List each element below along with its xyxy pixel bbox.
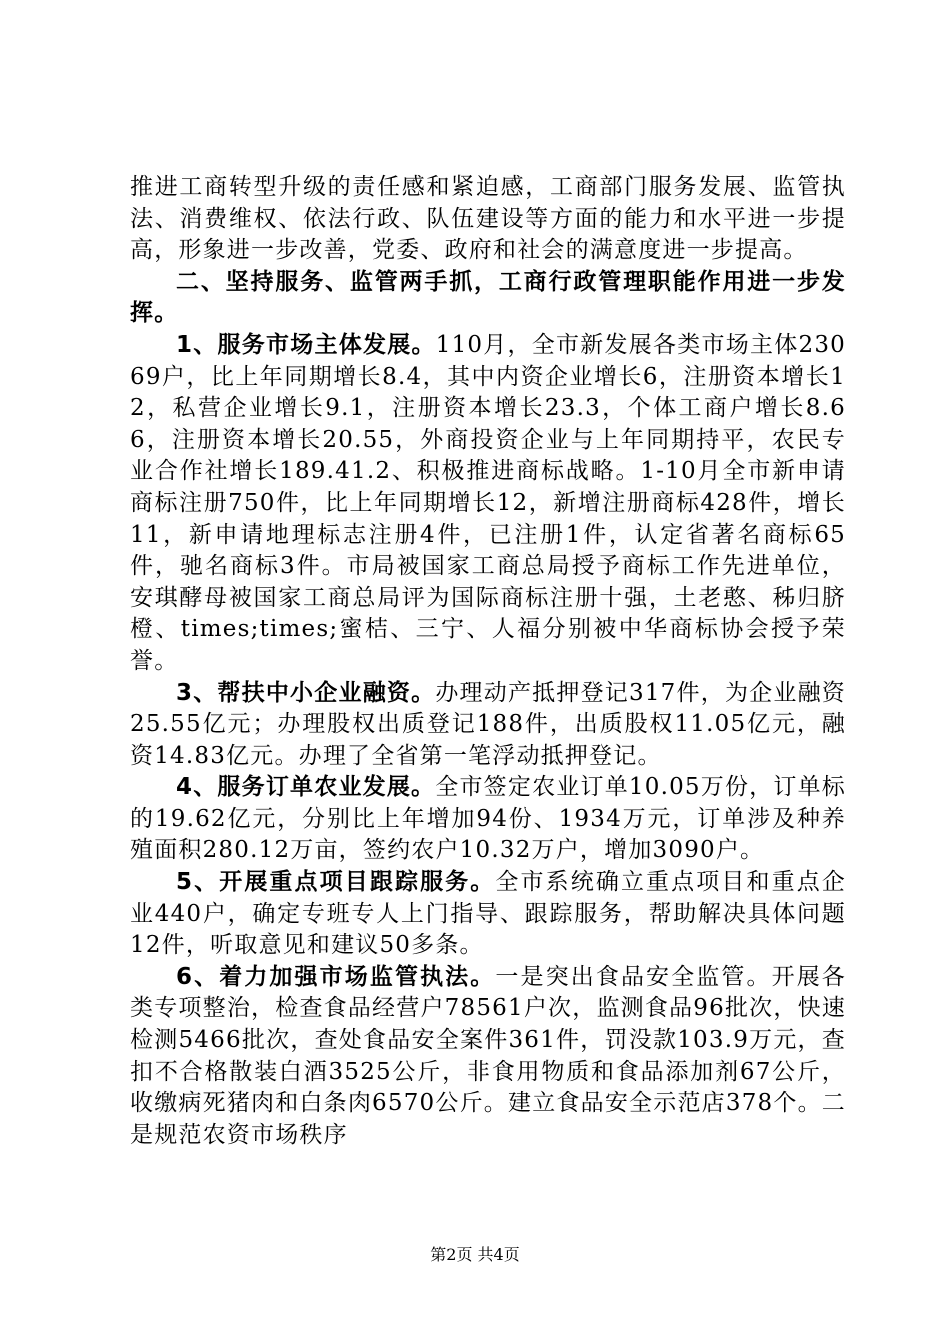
paragraph-item-4 [130,772,846,867]
paragraph-text: 一是突出食品安全监管。开展各类专项整治，检查食品经营户78561户次，监测食品96批次，快速检测5466批次，查处食品安全案件361件，罚没款103.9万元，查扣不合格散装白酒3525公斤，非食用物质和食品添加剂67公斤，收缴病死猪肉和白条肉6570公斤。建立食品安全示范店378个。二是规范农资市场秩序 [130,963,846,1148]
paragraph-intro [130,172,846,267]
document-body [130,172,846,1151]
paragraph-item-6 [130,962,846,1152]
paragraph-text: 推进工商转型升级的责任感和紧迫感，工商部门服务发展、监管执法、消费维权、依法行政、队伍建设等方面的能力和水平进一步提高，形象进一步改善，党委、政府和社会的满意度进一步提高。 [130,174,846,264]
paragraph-item-3 [130,678,846,773]
paragraph-item-1 [130,330,846,678]
paragraph-lead: 3、帮扶中小企业融资。 [176,679,436,706]
section-heading-text: 二、坚持服务、监管两手抓，工商行政管理职能作用进一步发挥。 [130,268,846,327]
paragraph-text: 110月，全市新发展各类市场主体23069户，比上年同期增长8.4，其中内资企业增长6，注册资本增长12，私营企业增长9.1，注册资本增长23.3，个体工商户增长8.66，注册资本增长20.55，外商投资企业与上年同期持平，农民专业合作社增长189.41.2、积极推进商标战略。1-10月全市新申请商标注册750件，比上年同期增长12，新增注册商标428件，增长11，新申请地理标志注册4件，已注册1件，认定省著名商标65件，驰名商标3件。市局被国家工商总局授予商标工作先进单位，安琪酵母被国家工商总局评为国际商标注册十强，土老憨、秭归脐橙、times;times;蜜桔、三宁、人福分别被中华商标协会授予荣誉。 [130,331,846,674]
page-number-footer: 第2页 共4页 [430,1245,520,1264]
paragraph-text: 全市签定农业订单10.05万份，订单标的19.62亿元，分别比上年增加94份、1934万元，订单涉及种养殖面积280.12万亩，签约农户10.32万户，增加3090户。 [130,774,846,864]
paragraph-lead: 6、着力加强市场监管执法。 [176,963,496,990]
paragraph-lead: 4、服务订单农业发展。 [176,774,436,801]
paragraph-text: 全市系统确立重点项目和重点企业440户，确定专班专人上门指导、跟踪服务，帮助解决具体问题12件，听取意见和建议50多条。 [130,869,846,959]
section-heading [130,267,846,330]
paragraph-lead: 1、服务市场主体发展。 [176,331,436,358]
paragraph-item-5 [130,867,846,962]
paragraph-lead: 5、开展重点项目跟踪服务。 [176,869,496,896]
paragraph-text: 办理动产抵押登记317件，为企业融资25.55亿元；办理股权出质登记188件，出质股权11.05亿元，融资14.83亿元。办理了全省第一笔浮动抵押登记。 [130,679,846,769]
